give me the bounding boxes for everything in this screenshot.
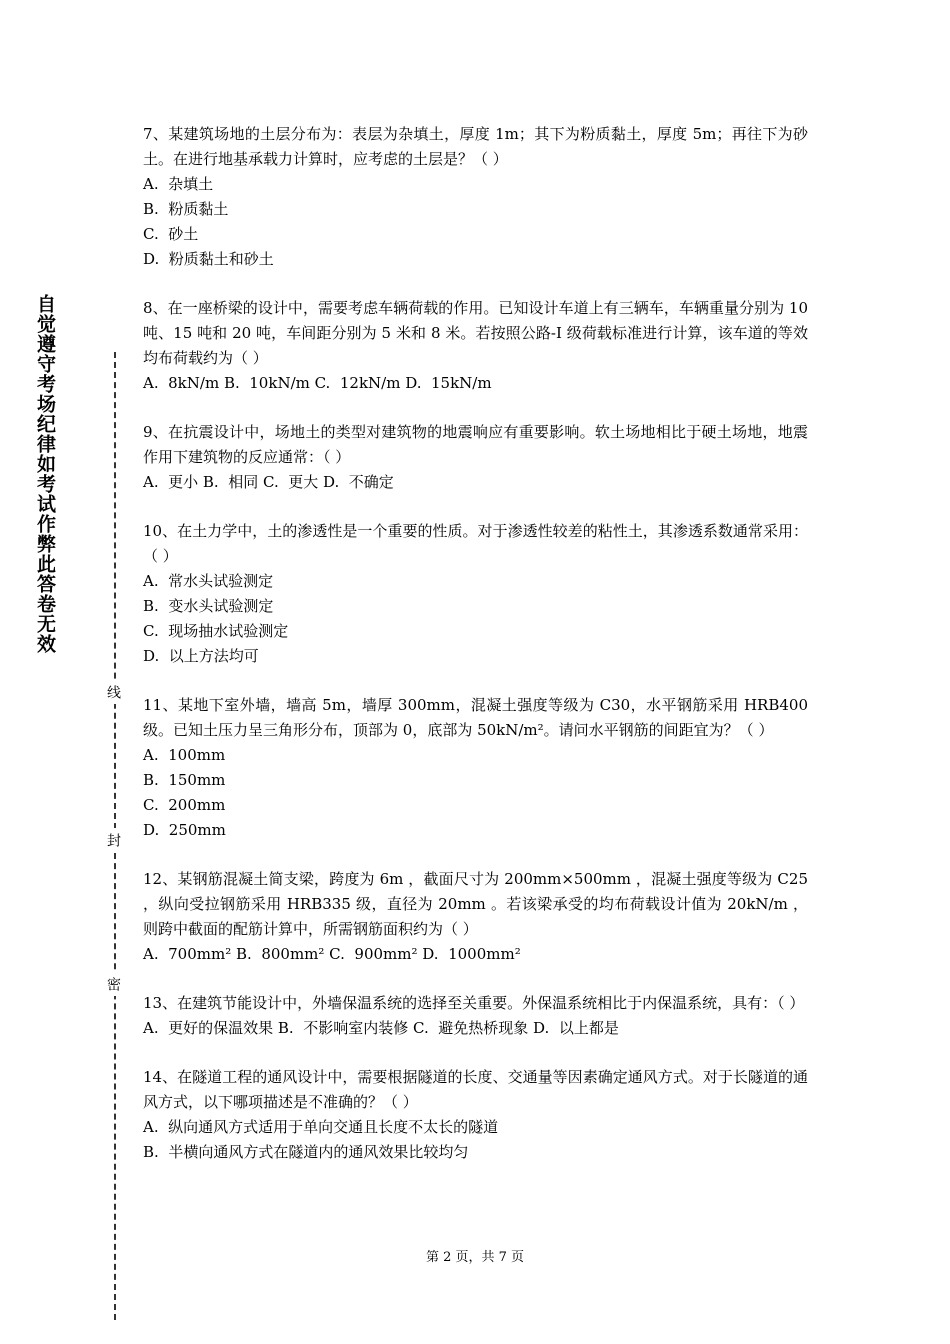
question-stem: 14、在隧道工程的通风设计中，需要根据隧道的长度、交通量等因素确定通风方式。对于长隧道的通风方式，以下哪项描述是不准确的？（ ） [143, 1068, 808, 1111]
question-list [143, 122, 808, 1189]
option: D. 250mm [143, 821, 226, 839]
question-9 [143, 420, 808, 495]
option: B. 半横向通风方式在隧道内的通风效果比较均匀 [143, 1143, 469, 1161]
option: A. 纵向通风方式适用于单向交通且长度不太长的隧道 [143, 1118, 499, 1136]
option: A. 常水头试验测定 [143, 572, 274, 590]
question-stem: 13、在建筑节能设计中，外墙保温系统的选择至关重要。外保温系统相比于内保温系统，具有：（ ） [143, 994, 805, 1012]
question-stem: 9、在抗震设计中，场地土的类型对建筑物的地震响应有重要影响。软土场地相比于硬土场地，地震作用下建筑物的反应通常：（ ） [143, 423, 808, 466]
option: D. 粉质黏土和砂土 [143, 250, 274, 268]
option: B. 粉质黏土 [143, 200, 229, 218]
question-10 [143, 519, 808, 669]
binding-mark-xian: 线 [105, 680, 125, 704]
page-number: 第 2 页，共 7 页 [425, 1250, 525, 1265]
option: C. 砂土 [143, 225, 199, 243]
question-13 [143, 991, 808, 1041]
option: B. 150mm [143, 771, 226, 789]
binding-mark-mi: 密 [105, 972, 125, 996]
option: A. 8kN/m B. 10kN/m C. 12kN/m D. 15kN/m [143, 374, 492, 392]
option: D. 以上方法均可 [143, 647, 259, 665]
question-stem: 12、某钢筋混凝土简支梁，跨度为 6m ，截面尺寸为 200mm×500mm ，混凝土强度等级为 C25 ，纵向受拉钢筋采用 HRB335 级，直径为 20mm 。若该梁承受的均布荷载设计值为 20kN/m ，则跨中截面的配筋计算中，所需钢筋面积约为（ ） [143, 870, 808, 938]
question-8 [143, 296, 808, 396]
option: A. 700mm² B. 800mm² C. 900mm² D. 1000mm² [143, 945, 521, 963]
option: A. 更小 B. 相同 C. 更大 D. 不确定 [143, 473, 394, 491]
question-stem: 11、某地下室外墙，墙高 5m，墙厚 300mm，混凝土强度等级为 C30，水平钢筋采用 HRB400 级。已知土压力呈三角形分布，顶部为 0，底部为 50kN/m²。请问水平钢筋的间距宜为？（ ） [143, 696, 808, 739]
option: B. 变水头试验测定 [143, 597, 274, 615]
option: C. 现场抽水试验测定 [143, 622, 289, 640]
question-7 [143, 122, 808, 272]
question-stem: 8、在一座桥梁的设计中，需要考虑车辆荷载的作用。已知设计车道上有三辆车，车辆重量分别为 10 吨、15 吨和 20 吨，车间距分别为 5 米和 8 米。若按照公路-I 级荷载标准进行计算，该车道的等效均布荷载约为（ ） [143, 299, 808, 367]
question-11 [143, 693, 808, 843]
question-stem: 10、在土力学中，土的渗透性是一个重要的性质。对于渗透性较差的粘性土，其渗透系数通常采用：（ ） [143, 522, 808, 565]
option: C. 200mm [143, 796, 226, 814]
question-12 [143, 867, 808, 967]
question-stem: 7、某建筑场地的土层分布为：表层为杂填土，厚度 1m；其下为粉质黏土，厚度 5m；再往下为砂土。在进行地基承载力计算时，应考虑的土层是？（ ） [143, 125, 808, 168]
option: A. 更好的保温效果 B. 不影响室内装修 C. 避免热桥现象 D. 以上都是 [143, 1019, 619, 1037]
option: A. 杂填土 [143, 175, 214, 193]
option: A. 100mm [143, 746, 226, 764]
question-14 [143, 1065, 808, 1165]
binding-mark-feng: 封 [105, 828, 125, 852]
exam-discipline-notice: 自觉遵守考场纪律如考试作弊此答卷无效 [34, 294, 56, 654]
